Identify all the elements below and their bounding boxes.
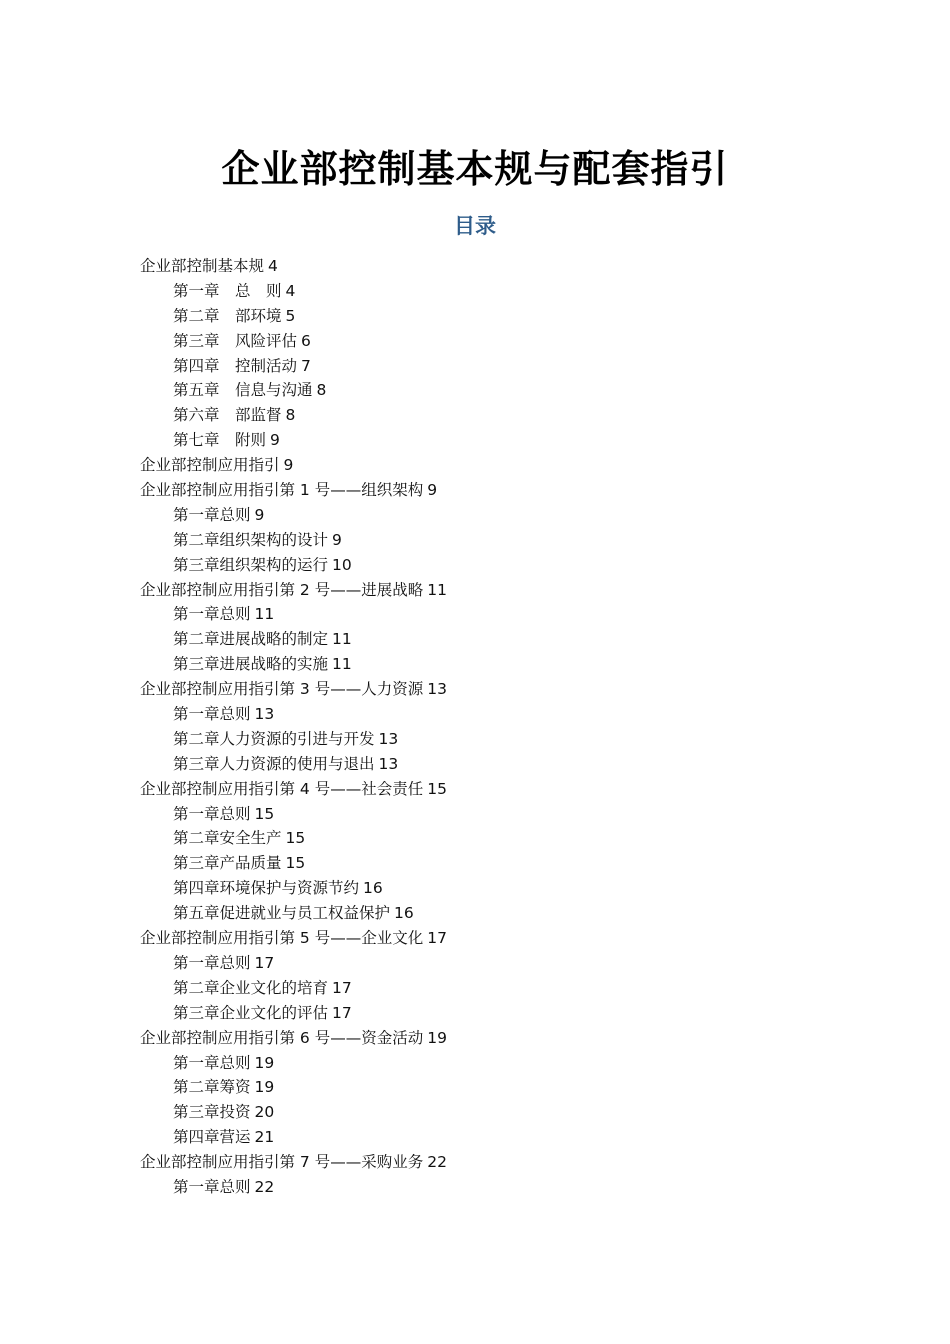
toc-entry-section[interactable] <box>140 1026 840 1051</box>
toc-entry-text: 企业部控制应用指引第 5 号——企业文化 <box>140 929 424 948</box>
toc-entry-text: 企业部控制应用指引第 3 号——人力资源 <box>140 680 424 699</box>
toc-entry-text: 第三章企业文化的评估 <box>173 1003 329 1022</box>
toc-entry-chapter[interactable] <box>140 652 840 677</box>
toc-entry-page-number: 11 <box>254 605 275 624</box>
toc-entry-chapter[interactable] <box>140 1100 840 1125</box>
toc-entry-text: 第一章总则 <box>173 505 251 524</box>
toc-entry-chapter[interactable] <box>140 752 840 777</box>
toc-entry-chapter[interactable] <box>140 1075 840 1100</box>
toc-entry-chapter[interactable] <box>140 1125 840 1150</box>
toc-entry-page-number: 8 <box>316 381 327 400</box>
toc-entry-page-number: 21 <box>254 1128 275 1147</box>
toc-entry-chapter[interactable] <box>140 602 840 627</box>
toc-entry-page-number: 15 <box>285 854 306 873</box>
toc-entry-page-number: 4 <box>285 281 296 300</box>
toc-entry-chapter[interactable] <box>140 1175 840 1200</box>
toc-entry-section[interactable] <box>140 926 840 951</box>
toc-entry-chapter[interactable] <box>140 1001 840 1026</box>
toc-entry-section[interactable] <box>140 578 840 603</box>
toc-entry-chapter[interactable] <box>140 329 840 354</box>
toc-entry-text: 第三章组织架构的运行 <box>173 555 329 574</box>
toc-entry-chapter[interactable] <box>140 503 840 528</box>
toc-entry-text: 第三章 风险评估 <box>173 331 298 350</box>
toc-entry-text: 企业部控制应用指引 <box>140 456 280 475</box>
toc-entry-page-number: 22 <box>254 1177 275 1196</box>
toc-entry-page-number: 10 <box>332 555 352 574</box>
toc-entry-text: 第六章 部监督 <box>173 406 282 425</box>
toc-entry-section[interactable] <box>140 254 840 279</box>
toc-entry-chapter[interactable] <box>140 727 840 752</box>
toc-entry-chapter[interactable] <box>140 702 840 727</box>
toc-entry-text: 第一章总则 <box>173 804 251 823</box>
toc-entry-page-number: 7 <box>301 356 311 375</box>
toc-entry-chapter[interactable] <box>140 528 840 553</box>
toc-entry-page-number: 5 <box>285 306 296 325</box>
toc-entry-page-number: 13 <box>254 705 275 724</box>
toc-entry-text: 企业部控制应用指引第 1 号——组织架构 <box>140 481 424 500</box>
toc-entry-chapter[interactable] <box>140 876 840 901</box>
toc-entry-page-number: 13 <box>427 680 447 699</box>
toc-entry-page-number: 19 <box>427 1028 447 1047</box>
toc-entry-text: 企业部控制应用指引第 7 号——采购业务 <box>140 1153 424 1172</box>
toc-entry-page-number: 9 <box>332 530 342 549</box>
toc-entry-page-number: 9 <box>270 431 280 450</box>
toc-entry-page-number: 11 <box>427 580 447 599</box>
toc-entry-text: 第三章人力资源的使用与退出 <box>173 754 375 773</box>
toc-entry-chapter[interactable] <box>140 1051 840 1076</box>
toc-entry-section[interactable] <box>140 453 840 478</box>
toc-entry-page-number: 9 <box>427 481 438 500</box>
toc-entry-section[interactable] <box>140 677 840 702</box>
toc-entry-text: 第三章进展战略的实施 <box>173 655 329 674</box>
toc-entry-page-number: 9 <box>254 505 265 524</box>
toc-entry-text: 第三章投资 <box>173 1103 251 1122</box>
toc-entry-text: 第二章进展战略的制定 <box>173 630 329 649</box>
toc-entry-chapter[interactable] <box>140 279 840 304</box>
toc-entry-page-number: 11 <box>332 655 352 674</box>
toc-entry-page-number: 17 <box>332 1003 352 1022</box>
toc-entry-page-number: 15 <box>254 804 275 823</box>
toc-entry-page-number: 15 <box>427 779 447 798</box>
toc-entry-page-number: 15 <box>285 829 306 848</box>
toc-entry-text: 第二章筹资 <box>173 1078 251 1097</box>
toc-entry-page-number: 9 <box>283 456 294 475</box>
toc-entry-text: 企业部控制应用指引第 4 号——社会责任 <box>140 779 424 798</box>
toc-entry-text: 第二章安全生产 <box>173 829 282 848</box>
toc-entry-text: 第二章企业文化的培育 <box>173 978 329 997</box>
toc-entry-chapter[interactable] <box>140 901 840 926</box>
toc-entry-page-number: 13 <box>378 729 399 748</box>
toc-heading: 目录 <box>454 214 496 238</box>
toc-entry-text: 第一章总则 <box>173 705 251 724</box>
toc-entry-text: 第一章总则 <box>173 1177 251 1196</box>
toc-entry-chapter[interactable] <box>140 627 840 652</box>
toc-entry-section[interactable] <box>140 478 840 503</box>
toc-entry-page-number: 6 <box>301 331 311 350</box>
toc-entry-page-number: 13 <box>378 754 399 773</box>
toc-entry-chapter[interactable] <box>140 951 840 976</box>
toc-entry-text: 第一章总则 <box>173 605 251 624</box>
toc-entry-section[interactable] <box>140 1150 840 1175</box>
toc-entry-section[interactable] <box>140 777 840 802</box>
toc-entry-text: 企业部控制应用指引第 2 号——进展战略 <box>140 580 424 599</box>
toc-entry-page-number: 4 <box>268 257 278 275</box>
toc-entry-chapter[interactable] <box>140 304 840 329</box>
toc-entry-text: 第二章 部环境 <box>173 306 282 325</box>
toc-entry-page-number: 19 <box>254 1078 275 1097</box>
toc-entry-text: 第二章人力资源的引进与开发 <box>173 729 375 748</box>
toc-entry-page-number: 20 <box>254 1103 275 1122</box>
toc-entry-text: 第一章总则 <box>173 953 251 972</box>
toc-entry-chapter[interactable] <box>140 553 840 578</box>
toc-entry-text: 第一章 总 则 <box>173 281 282 300</box>
toc-entry-page-number: 19 <box>254 1053 275 1072</box>
toc-entry-chapter[interactable] <box>140 976 840 1001</box>
toc-entry-page-number: 17 <box>427 929 447 948</box>
document-title: 企业部控制基本规与配套指引 <box>221 147 729 191</box>
toc-entry-page-number: 17 <box>332 978 352 997</box>
toc-entry-text: 第一章总则 <box>173 1053 251 1072</box>
toc-entry-page-number: 16 <box>394 904 414 923</box>
toc-entry-chapter[interactable] <box>140 378 840 403</box>
toc-entry-text: 企业部控制基本规 <box>140 257 265 275</box>
toc-entry-chapter[interactable] <box>140 826 840 851</box>
table-of-contents <box>140 254 840 1200</box>
toc-entry-text: 第三章产品质量 <box>173 854 282 873</box>
toc-entry-chapter[interactable] <box>140 802 840 827</box>
toc-entry-page-number: 11 <box>332 630 352 649</box>
toc-entry-chapter[interactable] <box>140 851 840 876</box>
toc-entry-text: 企业部控制应用指引第 6 号——资金活动 <box>140 1028 424 1047</box>
toc-entry-text: 第四章营运 <box>173 1128 251 1147</box>
toc-entry-text: 第四章 控制活动 <box>173 356 298 375</box>
toc-entry-text: 第四章环境保护与资源节约 <box>173 879 360 898</box>
toc-entry-page-number: 22 <box>427 1153 447 1172</box>
toc-entry-page-number: 16 <box>363 879 383 898</box>
toc-entry-text: 第五章促进就业与员工权益保护 <box>173 904 391 923</box>
toc-entry-text: 第二章组织架构的设计 <box>173 530 329 549</box>
toc-entry-page-number: 8 <box>285 406 296 425</box>
toc-entry-chapter[interactable] <box>140 428 840 453</box>
toc-entry-chapter[interactable] <box>140 354 840 379</box>
toc-entry-text: 第五章 信息与沟通 <box>173 381 313 400</box>
toc-entry-text: 第七章 附则 <box>173 431 267 450</box>
toc-entry-chapter[interactable] <box>140 403 840 428</box>
toc-entry-page-number: 17 <box>254 953 275 972</box>
